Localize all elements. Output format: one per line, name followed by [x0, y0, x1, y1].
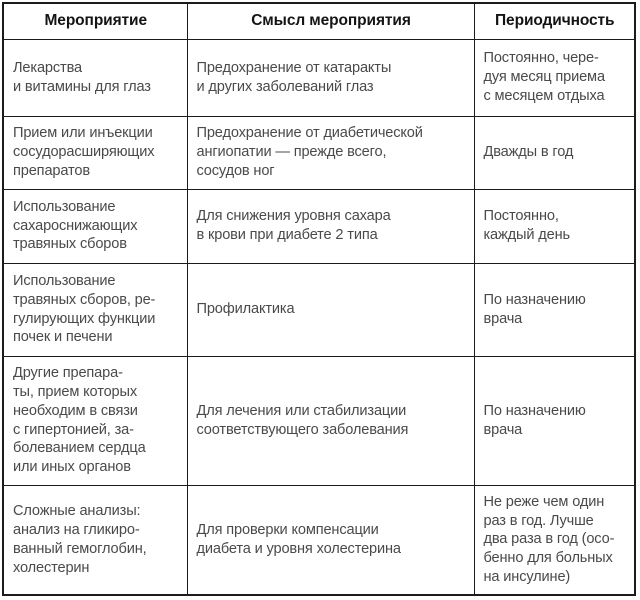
- cell-text: [484, 207, 627, 245]
- cell-line: врача: [483, 421, 523, 438]
- cell-line: Постоянно,: [483, 208, 559, 225]
- table-body: [3, 39, 635, 595]
- table-cell-event: [3, 356, 187, 485]
- cell-line: диабета и уровня холестерина: [196, 540, 401, 557]
- cell-text: [484, 143, 627, 162]
- table-cell-event: [3, 485, 187, 595]
- cell-line: в крови при диабете 2 типа: [196, 227, 378, 243]
- cell-line: Профилактика: [196, 301, 295, 318]
- cell-line: на инсулине): [483, 568, 571, 585]
- cell-text: [197, 402, 466, 440]
- cell-line: сахароснижающих: [13, 217, 138, 234]
- cell-text: [484, 291, 627, 329]
- table-row: [3, 116, 635, 189]
- cell-line: Прием или инъекции: [13, 125, 153, 142]
- cell-line: и других заболеваний глаз: [196, 78, 374, 95]
- cell-line: Другие препара-: [13, 365, 123, 382]
- cell-line: или иных органов: [13, 459, 131, 476]
- cell-line: с гипертонией, за-: [13, 421, 134, 438]
- cell-text: [13, 364, 179, 477]
- cell-line: ты, прием которых: [13, 383, 137, 400]
- cell-line: раз в год. Лучше: [483, 512, 594, 529]
- cell-line: болеванием сердца: [13, 440, 146, 457]
- cell-line: необходим в связи: [13, 402, 138, 419]
- table-cell-frequency: [474, 485, 635, 595]
- cell-line: препаратов: [13, 162, 90, 179]
- cell-text: [13, 198, 179, 254]
- cell-line: Лекарства: [13, 59, 82, 76]
- cell-line: ангиопатии — прежде всего,: [196, 144, 387, 161]
- cell-line: Использование: [13, 272, 116, 289]
- table-header: [3, 3, 635, 39]
- table-cell-meaning: [187, 116, 474, 189]
- table-cell-event: [3, 116, 187, 189]
- column-header-frequency: Периодичность: [474, 3, 635, 39]
- table-cell-frequency: [474, 263, 635, 356]
- column-header-meaning: Смысл мероприятия: [187, 3, 474, 39]
- measures-table: [2, 2, 636, 596]
- cell-text: [484, 49, 627, 105]
- cell-text: [197, 521, 466, 559]
- cell-line: Предохранение от катаракты: [196, 59, 392, 76]
- cell-text: [484, 402, 627, 440]
- table-cell-frequency: [474, 189, 635, 263]
- cell-text: [13, 272, 179, 347]
- cell-text: [484, 493, 627, 587]
- cell-line: Сложные анализы:: [13, 503, 141, 520]
- table-cell-event: [3, 263, 187, 356]
- table-row: [3, 39, 635, 116]
- cell-line: Использование: [13, 198, 116, 215]
- cell-line: с месяцем отдыха: [483, 87, 605, 104]
- cell-line: почек и печени: [13, 329, 113, 346]
- table-row: [3, 485, 635, 595]
- table-cell-meaning: [187, 485, 474, 595]
- cell-line: сосудорасширяющих: [13, 144, 155, 161]
- cell-line: По назначению: [483, 402, 586, 419]
- cell-line: холестерин: [13, 559, 90, 576]
- cell-line: Не реже чем один: [483, 493, 605, 510]
- cell-line: дуя месяц приема: [483, 69, 605, 86]
- table-row: [3, 189, 635, 263]
- cell-line: сосудов ног: [196, 162, 275, 179]
- table-cell-frequency: [474, 116, 635, 189]
- table-cell-frequency: [474, 356, 635, 485]
- table-cell-meaning: [187, 263, 474, 356]
- cell-line: анализ на гликиро-: [13, 521, 140, 538]
- cell-line: травяных сборов: [13, 236, 127, 253]
- table-cell-meaning: [187, 39, 474, 116]
- table-cell-event: [3, 39, 187, 116]
- cell-line: По назначению: [483, 291, 586, 308]
- cell-text: [197, 300, 466, 319]
- cell-text: [13, 124, 179, 180]
- cell-line: гулирующих функции: [13, 310, 156, 327]
- table-cell-meaning: [187, 189, 474, 263]
- table-header-row: [3, 3, 635, 39]
- cell-line: травяных сборов, ре-: [13, 291, 156, 308]
- table-row: [3, 263, 635, 356]
- cell-line: ванный гемоглобин,: [13, 540, 147, 557]
- cell-line: два раза в год (осо-: [483, 531, 615, 548]
- cell-line: бенно для больных: [483, 550, 613, 567]
- cell-text: [197, 59, 466, 97]
- column-header-event: Мероприятие: [3, 3, 187, 39]
- cell-line: Для проверки компенсации: [196, 521, 379, 538]
- cell-line: Дважды в год: [483, 144, 574, 161]
- cell-text: [197, 124, 466, 180]
- table-cell-meaning: [187, 356, 474, 485]
- table-row: [3, 356, 635, 485]
- cell-line: Постоянно, чере-: [483, 50, 599, 67]
- cell-text: [197, 207, 466, 245]
- table-cell-event: [3, 189, 187, 263]
- cell-line: каждый день: [483, 227, 570, 243]
- cell-text: [13, 502, 179, 577]
- cell-line: соответствующего заболевания: [196, 421, 409, 438]
- table-cell-frequency: [474, 39, 635, 116]
- cell-line: врача: [483, 310, 523, 327]
- cell-line: и витамины для глаз: [13, 78, 151, 95]
- cell-line: Предохранение от диабетической: [196, 125, 423, 142]
- cell-text: [13, 59, 179, 97]
- cell-line: Для лечения или стабилизации: [196, 402, 407, 419]
- cell-line: Для снижения уровня сахара: [196, 208, 391, 225]
